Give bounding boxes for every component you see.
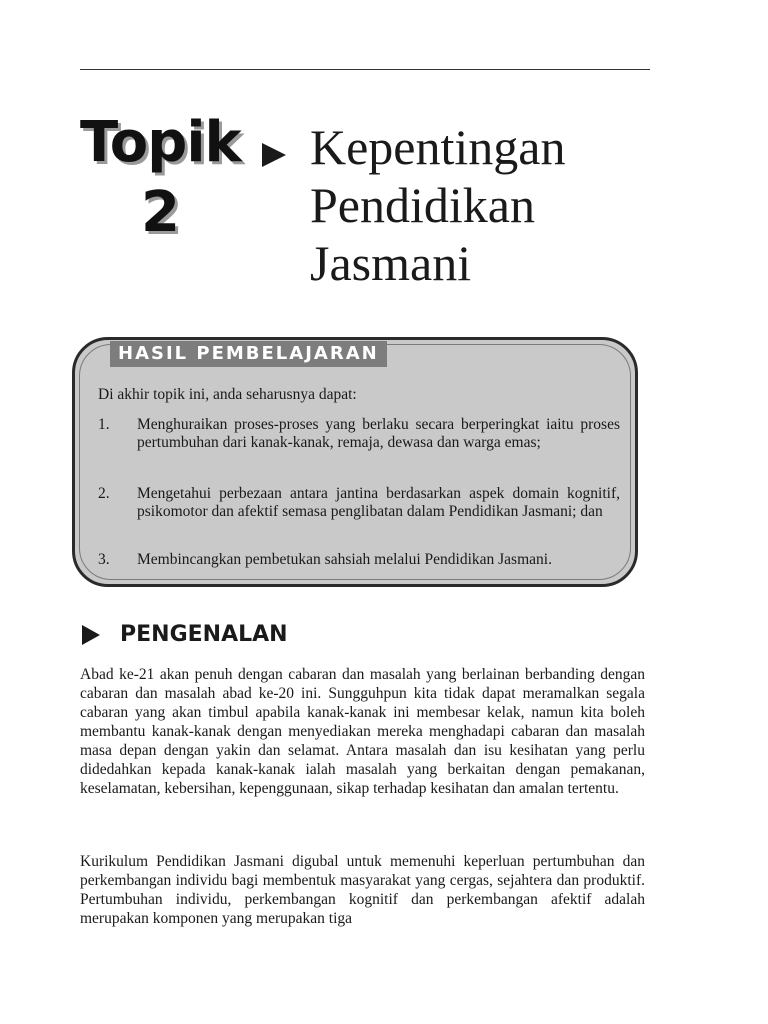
title-arrow-icon: [262, 143, 286, 167]
chapter-title-line: Kepentingan: [310, 119, 566, 175]
chapter-title: [310, 118, 670, 292]
section-arrow-icon: [82, 625, 100, 645]
outcome-item: [98, 485, 620, 521]
box-inner-border: [79, 344, 631, 580]
learning-outcomes-box: [72, 337, 638, 587]
topic-label: [80, 108, 250, 248]
learning-outcomes-heading: HASIL PEMBELAJARAN: [110, 341, 387, 367]
chapter-title-line: Jasmani: [310, 235, 472, 291]
outcome-text: Menghuraikan proses-proses yang berlaku secara berperingkat iaitu proses pertumbuhan dari kanak-kanak, remaja, dewasa dan warga emas;: [137, 416, 620, 451]
chapter-title-line: Pendidikan: [310, 177, 535, 233]
top-rule: [80, 69, 650, 70]
outcome-number: 1.: [98, 416, 110, 433]
topic-word: Topik: [80, 110, 241, 175]
learning-outcomes-intro: Di akhir topik ini, anda seharusnya dapat:: [98, 386, 357, 403]
outcome-item: [98, 416, 620, 452]
outcome-text: Mengetahui perbezaan antara jantina berdasarkan aspek domain kognitif, psikomotor dan afektif semasa penglibatan dalam Pendidikan Jasmani; dan: [137, 485, 620, 520]
paragraph: Abad ke-21 akan penuh dengan cabaran dan masalah yang berlainan berbanding dengan cabaran dan masalah abad ke-20 ini. Sungguhpun kita tidak dapat meramalkan segala cabaran yang akan timbul apabila kanak-kanak ini membesar kelak, namun kita boleh membantu kanak-kanak dengan menyediakan mereka menghadapi cabaran dan masalah masa depan dengan yakin dan selamat. Antara masalah dan isu kesihatan yang perlu didedahkan kepada kanak-kanak ialah masalah yang berkaitan dengan pemakanan, keselamatan, kebersihan, kepenggunaan, sikap terhadap kesihatan dan amalan tertentu.: [80, 666, 645, 797]
outcome-number: 3.: [98, 551, 110, 568]
outcome-item: [98, 551, 620, 569]
paragraph: Kurikulum Pendidikan Jasmani digubal untuk memenuhi keperluan pertumbuhan dan perkembangan individu bagi membentuk masyarakat yang cergas, sejahtera dan produktif. Pertumbuhan individu, perkembangan kognitif dan perkembangan afektif adalah merupakan komponen yang merupakan tiga: [80, 853, 645, 927]
topic-number: 2: [141, 180, 179, 245]
outcome-number: 2.: [98, 485, 110, 502]
outcome-text: Membincangkan pembetukan sahsiah melalui Pendidikan Jasmani.: [137, 551, 552, 568]
section-title: PENGENALAN: [120, 622, 288, 647]
